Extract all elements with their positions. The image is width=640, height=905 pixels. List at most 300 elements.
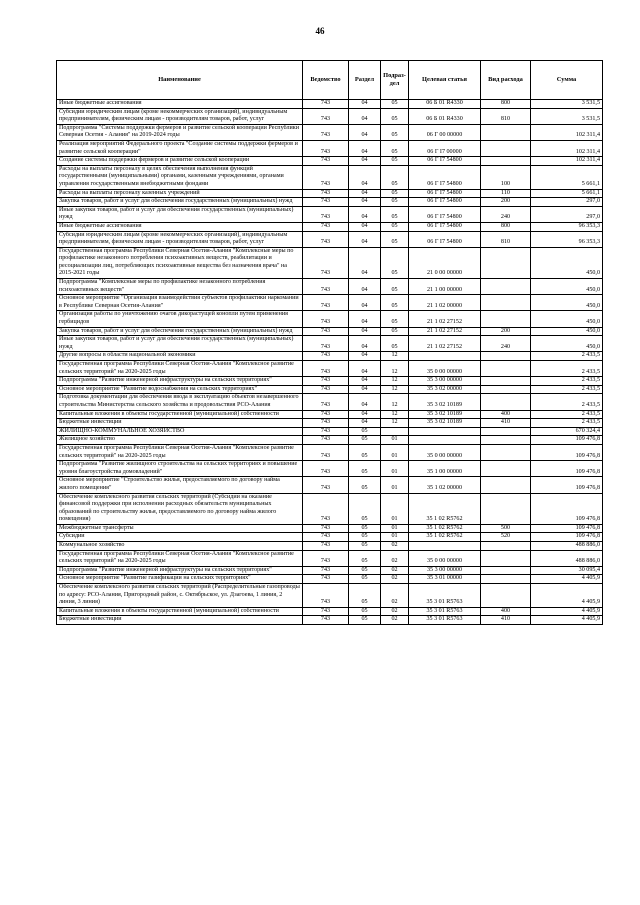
- cell-celevaya-statya: 21 0 00 00000: [409, 247, 481, 278]
- cell-vid-raskhoda: [481, 385, 531, 394]
- cell-celevaya-statya: 35 0 00 00000: [409, 444, 481, 460]
- cell-podrazdel: 02: [381, 607, 409, 616]
- cell-razdel: 05: [349, 493, 381, 524]
- cell-razdel: 04: [349, 198, 381, 207]
- header-podrazdel: Подраз-дел: [381, 61, 409, 100]
- cell-name: Капитальные вложения в объекты государственной (муниципальной) собственности: [57, 607, 303, 616]
- cell-razdel: 04: [349, 377, 381, 386]
- cell-celevaya-statya: 35 1 02 00000: [409, 477, 481, 493]
- cell-podrazdel: 01: [381, 444, 409, 460]
- cell-vedomstvo: 743: [303, 575, 349, 584]
- cell-razdel: 04: [349, 279, 381, 295]
- cell-name: Подпрограмма "Развитие жилищного строительства на сельских территориях и повышение уровня благоустройства домовладений": [57, 461, 303, 477]
- cell-razdel: 04: [349, 165, 381, 189]
- cell-name: Реализация мероприятий Федерального проекта "Создание системы поддержки фермеров и развитие сельской кооперации": [57, 140, 303, 156]
- cell-podrazdel: 12: [381, 394, 409, 410]
- cell-summa: 3 531,5: [531, 108, 603, 124]
- cell-vedomstvo: 743: [303, 198, 349, 207]
- cell-vedomstvo: 743: [303, 584, 349, 608]
- cell-razdel: 05: [349, 436, 381, 445]
- page-number: 46: [315, 26, 325, 36]
- cell-podrazdel: 05: [381, 279, 409, 295]
- cell-razdel: 05: [349, 477, 381, 493]
- cell-razdel: 05: [349, 550, 381, 566]
- cell-name: Иные закупки товаров, работ и услуг для обеспечения государственных (муниципальных) нужд: [57, 206, 303, 222]
- cell-name: Организация работы по уничтожению очагов дикорастущей конопли путем применения гербицидов: [57, 311, 303, 327]
- cell-celevaya-statya: 35 3 01 00000: [409, 575, 481, 584]
- cell-vid-raskhoda: 200: [481, 327, 531, 336]
- cell-name: Иные закупки товаров, работ и услуг для обеспечения государственных (муниципальных) нужд: [57, 336, 303, 352]
- cell-podrazdel: 05: [381, 108, 409, 124]
- table-body: [57, 100, 603, 625]
- cell-vedomstvo: 743: [303, 533, 349, 542]
- cell-name: Бюджетные инвестиции: [57, 616, 303, 625]
- cell-vedomstvo: 743: [303, 477, 349, 493]
- cell-summa: 109 476,8: [531, 524, 603, 533]
- cell-summa: 450,0: [531, 279, 603, 295]
- cell-summa: 2 433,5: [531, 361, 603, 377]
- cell-celevaya-statya: 21 1 00 00000: [409, 279, 481, 295]
- cell-vedomstvo: 743: [303, 616, 349, 625]
- cell-vid-raskhoda: 100: [481, 165, 531, 189]
- table-row: [57, 377, 603, 386]
- cell-vid-raskhoda: 810: [481, 108, 531, 124]
- cell-vedomstvo: 743: [303, 419, 349, 428]
- cell-razdel: 04: [349, 385, 381, 394]
- cell-razdel: 05: [349, 427, 381, 436]
- cell-summa: 2 433,5: [531, 394, 603, 410]
- cell-podrazdel: 05: [381, 157, 409, 166]
- cell-razdel: 05: [349, 444, 381, 460]
- cell-vid-raskhoda: 410: [481, 419, 531, 428]
- header-summa: Сумма: [531, 61, 603, 100]
- cell-razdel: 04: [349, 157, 381, 166]
- cell-name: Коммунальное хозяйство: [57, 542, 303, 551]
- cell-razdel: 04: [349, 410, 381, 419]
- cell-vid-raskhoda: [481, 584, 531, 608]
- cell-celevaya-statya: 35 1 02 R5762: [409, 524, 481, 533]
- cell-vedomstvo: 743: [303, 394, 349, 410]
- table-row: [57, 124, 603, 140]
- cell-vid-raskhoda: [481, 477, 531, 493]
- cell-celevaya-statya: 06 Г I7 54800: [409, 189, 481, 198]
- table-row: [57, 607, 603, 616]
- table-row: [57, 108, 603, 124]
- cell-summa: 2 433,5: [531, 377, 603, 386]
- cell-vid-raskhoda: 410: [481, 616, 531, 625]
- cell-celevaya-statya: 35 0 00 00000: [409, 361, 481, 377]
- cell-celevaya-statya: 21 1 02 00000: [409, 295, 481, 311]
- table-row: [57, 542, 603, 551]
- table-row: [57, 198, 603, 207]
- cell-celevaya-statya: 06 Г I7 54800: [409, 231, 481, 247]
- cell-vedomstvo: 743: [303, 124, 349, 140]
- cell-podrazdel: 01: [381, 493, 409, 524]
- cell-summa: 450,0: [531, 247, 603, 278]
- budget-table: [56, 60, 603, 625]
- cell-celevaya-statya: 06 Г 00 00000: [409, 124, 481, 140]
- cell-celevaya-statya: 35 1 02 R5762: [409, 493, 481, 524]
- cell-summa: 297,0: [531, 206, 603, 222]
- cell-vid-raskhoda: [481, 493, 531, 524]
- cell-podrazdel: 01: [381, 533, 409, 542]
- cell-podrazdel: 01: [381, 477, 409, 493]
- cell-vid-raskhoda: 400: [481, 410, 531, 419]
- cell-celevaya-statya: 06 Г I7 54800: [409, 157, 481, 166]
- table-row: [57, 247, 603, 278]
- cell-vid-raskhoda: [481, 436, 531, 445]
- cell-razdel: 04: [349, 140, 381, 156]
- cell-summa: 109 476,8: [531, 493, 603, 524]
- cell-vid-raskhoda: 110: [481, 189, 531, 198]
- cell-vid-raskhoda: [481, 461, 531, 477]
- cell-vid-raskhoda: 800: [481, 222, 531, 231]
- cell-summa: 109 476,8: [531, 436, 603, 445]
- cell-vid-raskhoda: [481, 311, 531, 327]
- cell-name: Расходы на выплаты персоналу в целях обеспечения выполнения функций государственными (муниципальными) органами, казенными учреждениями, органами управления государственными внебюджетными фондами: [57, 165, 303, 189]
- cell-name: Государственная программа Республики Северная Осетия-Алания "Комплексное развитие сельских территорий" на 2020-2025 годы: [57, 444, 303, 460]
- cell-summa: 109 476,8: [531, 461, 603, 477]
- cell-razdel: 05: [349, 524, 381, 533]
- cell-summa: 96 353,3: [531, 222, 603, 231]
- cell-vedomstvo: 743: [303, 279, 349, 295]
- cell-name: Обеспечение комплексного развития сельских территорий (Субсидии на оказание финансовой поддержки при исполнении расходных обязательств муниципальных образований по строительству жилья, предоставляемого по договору найма жилого помещения): [57, 493, 303, 524]
- cell-razdel: 04: [349, 327, 381, 336]
- cell-name: Основное мероприятие "Развитие газификации на сельских территориях": [57, 575, 303, 584]
- cell-name: Межбюджетные трансферты: [57, 524, 303, 533]
- cell-summa: 102 311,4: [531, 140, 603, 156]
- table-row: [57, 616, 603, 625]
- cell-razdel: 04: [349, 361, 381, 377]
- cell-vid-raskhoda: [481, 575, 531, 584]
- cell-vedomstvo: 743: [303, 607, 349, 616]
- table-row: [57, 385, 603, 394]
- cell-name: Государственная программа Республики Северная Осетия-Алания "Комплексные меры по профилактике незаконного потребления психоактивных веществ, реабилитации и ресоциализации лиц, потребляющих психоактивные вещества без назначения врача" на 2015-2021 годы: [57, 247, 303, 278]
- cell-summa: 450,0: [531, 327, 603, 336]
- cell-vedomstvo: 743: [303, 461, 349, 477]
- table-row: [57, 327, 603, 336]
- cell-celevaya-statya: 35 3 00 00000: [409, 566, 481, 575]
- cell-vedomstvo: 743: [303, 157, 349, 166]
- cell-vid-raskhoda: [481, 566, 531, 575]
- cell-celevaya-statya: 21 1 02 27152: [409, 327, 481, 336]
- cell-vedomstvo: 743: [303, 231, 349, 247]
- cell-podrazdel: 12: [381, 419, 409, 428]
- cell-name: Субсидии юридическим лицам (кроме некоммерческих организаций), индивидуальным предпринимателям, физическим лицам - производителям товаров, работ, услуг: [57, 108, 303, 124]
- cell-celevaya-statya: 35 1 00 00000: [409, 461, 481, 477]
- cell-vedomstvo: 743: [303, 222, 349, 231]
- cell-summa: 450,0: [531, 311, 603, 327]
- cell-celevaya-statya: [409, 352, 481, 361]
- cell-vedomstvo: 743: [303, 295, 349, 311]
- cell-name: Подготовка документации для обеспечения ввода в эксплуатацию объектов незавершенного строительства Министерства сельского хозяйства и продовольствия РСО-Алания: [57, 394, 303, 410]
- cell-podrazdel: 01: [381, 436, 409, 445]
- cell-name: ЖИЛИЩНО-КОММУНАЛЬНОЕ ХОЗЯЙСТВО: [57, 427, 303, 436]
- table-row: [57, 279, 603, 295]
- table-row: [57, 222, 603, 231]
- cell-name: Капитальные вложения в объекты государственной (муниципальной) собственности: [57, 410, 303, 419]
- table-row: [57, 477, 603, 493]
- cell-name: Жилищное хозяйство: [57, 436, 303, 445]
- cell-razdel: 04: [349, 100, 381, 109]
- cell-vedomstvo: 743: [303, 524, 349, 533]
- cell-celevaya-statya: 06 Б 01 R4330: [409, 108, 481, 124]
- cell-vid-raskhoda: [481, 361, 531, 377]
- cell-celevaya-statya: 35 3 01 R5763: [409, 616, 481, 625]
- cell-vedomstvo: 743: [303, 189, 349, 198]
- cell-celevaya-statya: 06 Г I7 54800: [409, 165, 481, 189]
- table-row: [57, 550, 603, 566]
- cell-summa: 670 324,4: [531, 427, 603, 436]
- cell-celevaya-statya: [409, 542, 481, 551]
- header-razdel: Раздел: [349, 61, 381, 100]
- cell-name: Иные бюджетные ассигнования: [57, 222, 303, 231]
- cell-name: Государственная программа Республики Северная Осетия-Алания "Комплексное развитие сельских территорий" на 2020-2025 годы: [57, 361, 303, 377]
- cell-summa: 4 405,9: [531, 616, 603, 625]
- cell-podrazdel: 05: [381, 206, 409, 222]
- cell-summa: 4 405,9: [531, 607, 603, 616]
- cell-name: Обеспечение комплексного развития сельских территорий (Распределительные газопроводы по адресу: РСО-Алания, Пригородный район, с. Октябрьское, ул. Дзагоева, 1 линия, 2 линия, 3 линия): [57, 584, 303, 608]
- cell-razdel: 05: [349, 607, 381, 616]
- cell-vedomstvo: 743: [303, 436, 349, 445]
- cell-podrazdel: 05: [381, 222, 409, 231]
- cell-podrazdel: 01: [381, 461, 409, 477]
- cell-vedomstvo: 743: [303, 444, 349, 460]
- cell-name: Основное мероприятие "Организация взаимодействия субъектов профилактики наркомании в Республике Северная Осетия-Алания": [57, 295, 303, 311]
- cell-summa: 4 405,9: [531, 584, 603, 608]
- header-vid-raskhoda: Вид расхода: [481, 61, 531, 100]
- cell-vid-raskhoda: [481, 247, 531, 278]
- cell-podrazdel: [381, 427, 409, 436]
- cell-podrazdel: 02: [381, 566, 409, 575]
- cell-name: Субсидии юридическим лицам (кроме некоммерческих организаций), индивидуальным предпринимателям, физическим лицам - производителям товаров, работ, услуг: [57, 231, 303, 247]
- cell-vid-raskhoda: 800: [481, 100, 531, 109]
- cell-podrazdel: 05: [381, 295, 409, 311]
- cell-razdel: 04: [349, 206, 381, 222]
- table-row: [57, 140, 603, 156]
- cell-celevaya-statya: [409, 427, 481, 436]
- cell-razdel: 05: [349, 533, 381, 542]
- cell-vedomstvo: 743: [303, 247, 349, 278]
- cell-podrazdel: 05: [381, 336, 409, 352]
- cell-summa: 109 476,8: [531, 444, 603, 460]
- cell-podrazdel: 05: [381, 140, 409, 156]
- cell-name: Подпрограмма "Комплексные меры по профилактике незаконного потребления психоактивных веществ": [57, 279, 303, 295]
- cell-name: Подпрограмма "Развитие инженерной инфраструктуры на сельских территориях": [57, 566, 303, 575]
- cell-podrazdel: 05: [381, 165, 409, 189]
- cell-vid-raskhoda: 240: [481, 206, 531, 222]
- cell-vid-raskhoda: [481, 427, 531, 436]
- cell-podrazdel: 02: [381, 584, 409, 608]
- cell-vid-raskhoda: [481, 542, 531, 551]
- cell-vid-raskhoda: [481, 295, 531, 311]
- cell-celevaya-statya: 06 Г I7 00000: [409, 140, 481, 156]
- cell-celevaya-statya: 35 0 00 00000: [409, 550, 481, 566]
- cell-name: Подпрограмма "Развитие инженерной инфраструктуры на сельских территориях": [57, 377, 303, 386]
- cell-celevaya-statya: 21 1 02 27152: [409, 311, 481, 327]
- table-row: [57, 165, 603, 189]
- cell-summa: 102 311,4: [531, 157, 603, 166]
- table-row: [57, 461, 603, 477]
- cell-celevaya-statya: [409, 436, 481, 445]
- cell-razdel: 05: [349, 566, 381, 575]
- cell-celevaya-statya: 35 3 01 R5763: [409, 584, 481, 608]
- table-row: [57, 584, 603, 608]
- cell-summa: 96 353,3: [531, 231, 603, 247]
- table-row: [57, 436, 603, 445]
- table-row: [57, 566, 603, 575]
- table-header-row: [57, 61, 603, 100]
- cell-summa: 2 433,5: [531, 410, 603, 419]
- table-row: [57, 295, 603, 311]
- table-row: [57, 352, 603, 361]
- cell-summa: 4 405,9: [531, 575, 603, 584]
- cell-vedomstvo: 743: [303, 542, 349, 551]
- cell-vedomstvo: 743: [303, 410, 349, 419]
- cell-summa: 109 476,8: [531, 477, 603, 493]
- cell-podrazdel: 05: [381, 198, 409, 207]
- cell-razdel: 04: [349, 189, 381, 198]
- table-row: [57, 493, 603, 524]
- cell-razdel: 04: [349, 419, 381, 428]
- cell-vid-raskhoda: [481, 279, 531, 295]
- cell-summa: 5 661,1: [531, 165, 603, 189]
- cell-celevaya-statya: 35 3 00 00000: [409, 377, 481, 386]
- cell-name: Подпрограмма "Системы поддержки фермеров и развитие сельской кооперации Республики Северная Осетия - Алания" на 2019-2024 годы: [57, 124, 303, 140]
- cell-celevaya-statya: 35 3 01 R5763: [409, 607, 481, 616]
- table-row: [57, 157, 603, 166]
- cell-vedomstvo: 743: [303, 361, 349, 377]
- table-row: [57, 336, 603, 352]
- cell-vedomstvo: 743: [303, 327, 349, 336]
- cell-name: Иные бюджетные ассигнования: [57, 100, 303, 109]
- cell-name: Бюджетные инвестиции: [57, 419, 303, 428]
- cell-razdel: 04: [349, 336, 381, 352]
- cell-name: Создание системы поддержки фермеров и развитие сельской кооперации: [57, 157, 303, 166]
- cell-podrazdel: 02: [381, 550, 409, 566]
- cell-podrazdel: 05: [381, 327, 409, 336]
- cell-summa: 3 531,5: [531, 100, 603, 109]
- cell-summa: 102 311,4: [531, 124, 603, 140]
- table-row: [57, 231, 603, 247]
- cell-vid-raskhoda: [481, 394, 531, 410]
- cell-razdel: 05: [349, 584, 381, 608]
- header-vedomstvo: Ведомство: [303, 61, 349, 100]
- cell-razdel: 05: [349, 461, 381, 477]
- cell-podrazdel: 05: [381, 124, 409, 140]
- table-row: [57, 419, 603, 428]
- table-row: [57, 444, 603, 460]
- cell-summa: 488 886,0: [531, 550, 603, 566]
- cell-summa: 5 661,1: [531, 189, 603, 198]
- cell-podrazdel: 05: [381, 311, 409, 327]
- cell-summa: 488 886,0: [531, 542, 603, 551]
- cell-summa: 109 476,8: [531, 533, 603, 542]
- cell-vedomstvo: 743: [303, 140, 349, 156]
- cell-podrazdel: 05: [381, 247, 409, 278]
- cell-podrazdel: 12: [381, 352, 409, 361]
- cell-vedomstvo: 743: [303, 427, 349, 436]
- table-row: [57, 410, 603, 419]
- cell-razdel: 04: [349, 108, 381, 124]
- cell-vedomstvo: 743: [303, 377, 349, 386]
- cell-celevaya-statya: 35 3 02 10189: [409, 410, 481, 419]
- cell-podrazdel: 02: [381, 575, 409, 584]
- cell-razdel: 05: [349, 542, 381, 551]
- cell-vid-raskhoda: [481, 124, 531, 140]
- table-row: [57, 189, 603, 198]
- cell-celevaya-statya: 06 Г I7 54800: [409, 222, 481, 231]
- cell-summa: 450,0: [531, 295, 603, 311]
- cell-vedomstvo: 743: [303, 493, 349, 524]
- cell-razdel: 04: [349, 222, 381, 231]
- cell-podrazdel: 05: [381, 231, 409, 247]
- cell-vedomstvo: 743: [303, 550, 349, 566]
- cell-vid-raskhoda: 500: [481, 524, 531, 533]
- cell-vid-raskhoda: 240: [481, 336, 531, 352]
- cell-razdel: 04: [349, 311, 381, 327]
- cell-vedomstvo: 743: [303, 311, 349, 327]
- cell-name: Основное мероприятие "Строительство жилья, предоставляемого по договору найма жилого помещения": [57, 477, 303, 493]
- cell-podrazdel: 12: [381, 385, 409, 394]
- table-row: [57, 311, 603, 327]
- cell-celevaya-statya: 06 Б 01 R4330: [409, 100, 481, 109]
- cell-summa: 2 433,5: [531, 385, 603, 394]
- cell-vedomstvo: 743: [303, 352, 349, 361]
- header-name: Наименование: [57, 61, 303, 100]
- cell-razdel: 04: [349, 124, 381, 140]
- cell-name: Другие вопросы в области национальной экономики: [57, 352, 303, 361]
- cell-podrazdel: 01: [381, 524, 409, 533]
- table-row: [57, 206, 603, 222]
- cell-vid-raskhoda: 400: [481, 607, 531, 616]
- cell-celevaya-statya: 21 1 02 27152: [409, 336, 481, 352]
- cell-podrazdel: 05: [381, 100, 409, 109]
- cell-podrazdel: 02: [381, 542, 409, 551]
- cell-vedomstvo: 743: [303, 206, 349, 222]
- cell-vedomstvo: 743: [303, 566, 349, 575]
- cell-summa: 2 433,5: [531, 419, 603, 428]
- table-row: [57, 533, 603, 542]
- cell-vid-raskhoda: 520: [481, 533, 531, 542]
- cell-podrazdel: 12: [381, 361, 409, 377]
- cell-podrazdel: 05: [381, 189, 409, 198]
- cell-name: Закупка товаров, работ и услуг для обеспечения государственных (муниципальных) нужд: [57, 198, 303, 207]
- cell-vid-raskhoda: [481, 550, 531, 566]
- cell-razdel: 04: [349, 352, 381, 361]
- cell-summa: 450,0: [531, 336, 603, 352]
- cell-summa: 2 433,5: [531, 352, 603, 361]
- cell-celevaya-statya: 35 1 02 R5762: [409, 533, 481, 542]
- table-row: [57, 427, 603, 436]
- cell-celevaya-statya: 35 3 02 10189: [409, 419, 481, 428]
- cell-celevaya-statya: 06 Г I7 54800: [409, 206, 481, 222]
- cell-vid-raskhoda: [481, 377, 531, 386]
- cell-celevaya-statya: 35 3 02 00000: [409, 385, 481, 394]
- cell-vid-raskhoda: [481, 352, 531, 361]
- table-row: [57, 100, 603, 109]
- cell-vid-raskhoda: [481, 140, 531, 156]
- cell-podrazdel: 12: [381, 410, 409, 419]
- cell-vedomstvo: 743: [303, 108, 349, 124]
- cell-celevaya-statya: 06 Г I7 54800: [409, 198, 481, 207]
- cell-vid-raskhoda: 810: [481, 231, 531, 247]
- cell-vid-raskhoda: [481, 444, 531, 460]
- cell-vedomstvo: 743: [303, 100, 349, 109]
- cell-vedomstvo: 743: [303, 336, 349, 352]
- cell-razdel: 04: [349, 231, 381, 247]
- cell-celevaya-statya: 35 3 02 10189: [409, 394, 481, 410]
